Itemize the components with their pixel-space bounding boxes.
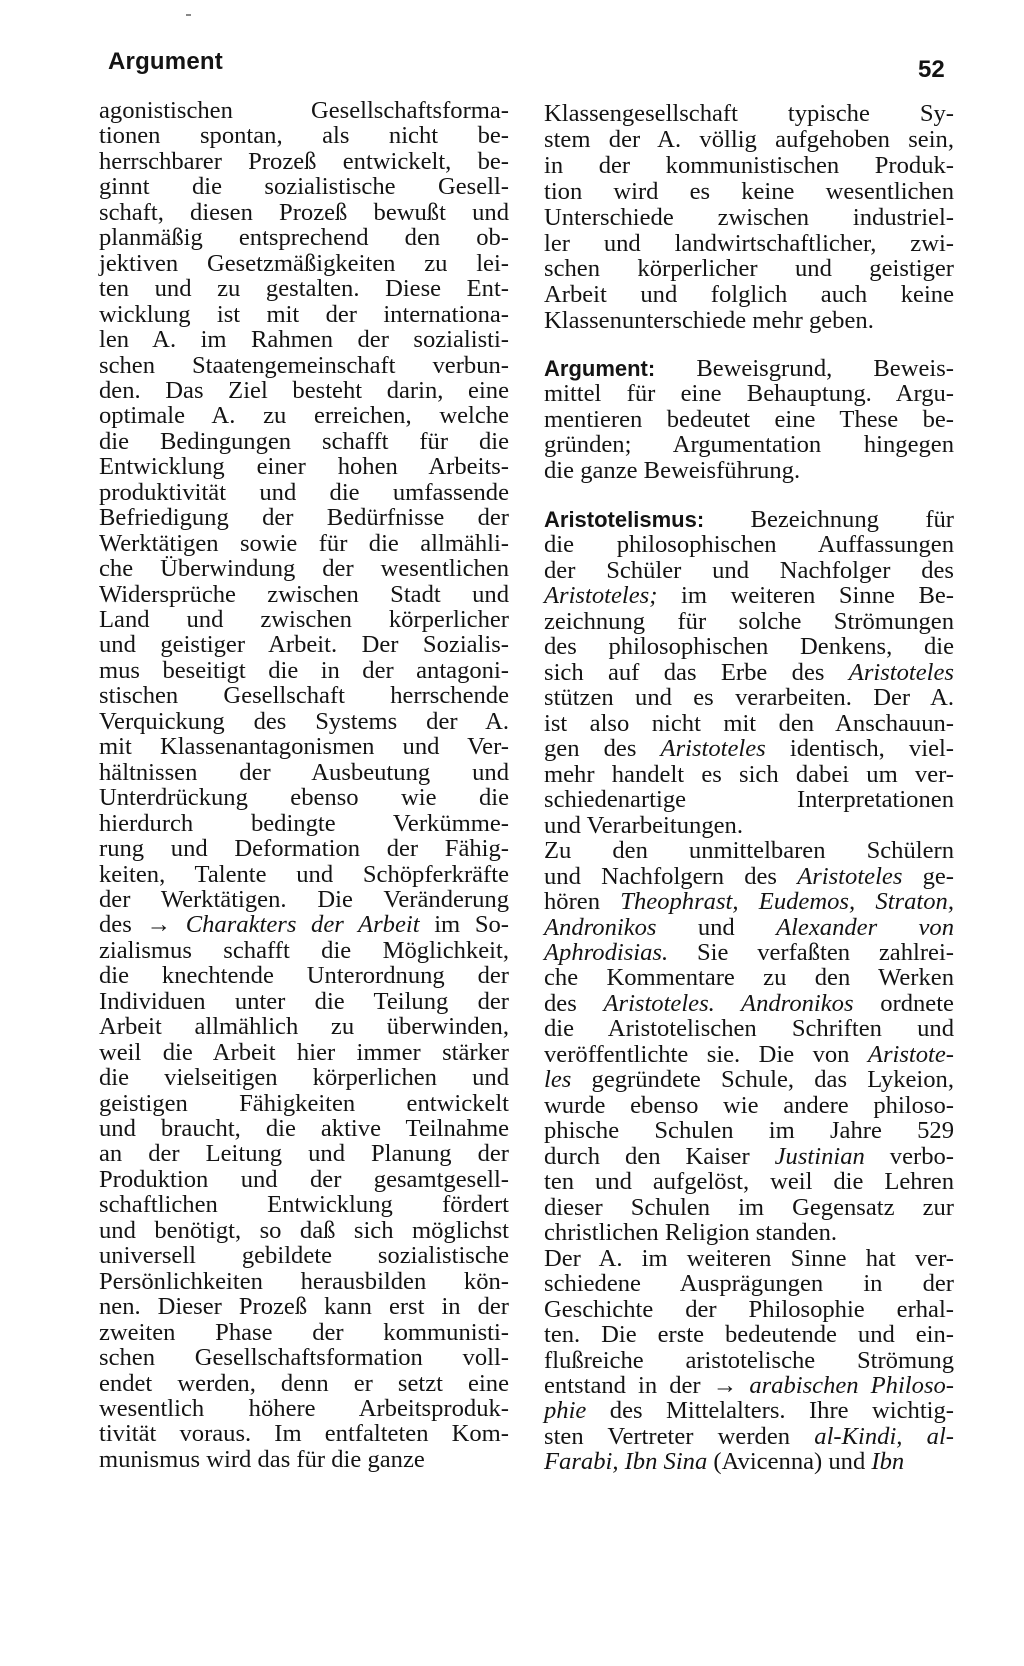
text-line: den. Das Ziel besteht darin, eine [99, 377, 509, 404]
text-span: und [656, 914, 777, 941]
text-span: durch den Kaiser [544, 1143, 775, 1170]
text-line: ginnt die sozialistische Gesell- [99, 173, 509, 200]
text-line: ten und zu gestalten. Diese Ent- [99, 275, 509, 302]
text-line: Produktion und der gesamtgesell- [99, 1166, 509, 1193]
text-line: die vielseitigen körperlichen und [99, 1064, 509, 1091]
text-span: gen des [544, 735, 661, 762]
text-line: schen Staatengemeinschaft verbun- [99, 352, 509, 379]
text-line [544, 1042, 954, 1069]
text-line: Zu den unmittelbaren Schülern [544, 837, 954, 864]
text-line: des philosophischen Denkens, die [544, 633, 954, 660]
text-line: Entwicklung einer hohen Arbeits- [99, 453, 509, 480]
italic-name: Aristoteles [660, 735, 766, 762]
text-line: munismus wird das für die ganze [99, 1446, 425, 1473]
text-line [544, 1144, 954, 1171]
text-line: keiten, Talente und Schöpferkräfte [99, 861, 509, 888]
text-line: zweiten Phase der kommunisti- [99, 1319, 509, 1346]
text-span: (Avicenna) und [707, 1448, 872, 1475]
text-line: die Bedingungen schafft für die [99, 428, 509, 455]
text-line: ler und landwirtschaftlicher, zwi- [544, 230, 954, 257]
italic-name: Andronikos [544, 914, 657, 941]
text-line: und benötigt, so daß sich möglichst [99, 1217, 509, 1244]
text-line: die Aristotelischen Schriften und [544, 1015, 954, 1042]
text-line [99, 912, 509, 939]
text-line: gründen; Argumentation hingegen [544, 431, 954, 458]
text-line [544, 507, 954, 534]
italic-name: Aphrodisias. [544, 939, 669, 966]
text-line: hierdurch bedingte Verkümme- [99, 810, 509, 837]
text-line: wicklung ist mit der internationa- [99, 301, 509, 328]
entry-keyword: Argument: [544, 356, 656, 381]
text-span: Bezeichnung für [704, 506, 954, 533]
italic-name: Alexander von [776, 914, 954, 941]
text-line: und geistiger Arbeit. Der Sozialis- [99, 631, 509, 658]
text-line: Arbeit allmählich zu überwinden, [99, 1013, 509, 1040]
text-span: sich auf das Erbe des [544, 659, 849, 686]
italic-name: al-Kindi, al- [814, 1423, 954, 1450]
text-line: wurde ebenso wie andere philoso- [544, 1092, 954, 1119]
text-span: sten Vertreter werden [544, 1423, 815, 1450]
text-line: nen. Dieser Prozeß kann erst in der [99, 1293, 509, 1320]
text-line: die ganze Beweisführung. [544, 457, 801, 484]
italic-name: Aristote- [867, 1041, 954, 1068]
text-line: in der kommunistischen Produk- [544, 152, 954, 179]
text-line: schen körperlicher und geistiger [544, 255, 954, 282]
text-line: christlichen Religion standen. [544, 1219, 838, 1246]
text-line: planmäßig entsprechend den ob- [99, 224, 509, 251]
text-line [544, 864, 954, 891]
page-number: 52 [918, 56, 945, 83]
text-span: im So- [419, 911, 509, 938]
text-span: im weiteren Sinne Be- [657, 582, 954, 609]
text-line: produktivität und die umfassende [99, 479, 509, 506]
italic-name: Aristoteles. Andronikos [603, 990, 854, 1017]
text-span: des → [99, 911, 186, 938]
text-line: tivität voraus. Im entfalteten Kom- [99, 1420, 509, 1447]
text-line: Klassenunterschiede mehr geben. [544, 307, 874, 334]
italic-name: Farabi, Ibn Sina [544, 1448, 708, 1475]
italic-name: phie [544, 1397, 587, 1424]
text-line: die philosophischen Auffassungen [544, 531, 954, 558]
entry-keyword: Aristotelismus: [544, 507, 705, 532]
text-line: ist also nicht mit den Anschauun- [544, 710, 954, 737]
text-line: und braucht, die aktive Teilnahme [99, 1115, 509, 1142]
text-line: che Kommentare zu den Werken [544, 964, 954, 991]
text-span: und Nachfolgern des [544, 863, 798, 890]
text-line: mit Klassenantagonismen und Ver- [99, 733, 509, 760]
text-line: Klassengesellschaft typische Sy- [544, 100, 954, 127]
text-line: schiedenartige Interpretationen [544, 786, 954, 813]
text-span: gegründete Schule, das Lykeion, [571, 1066, 954, 1093]
text-line [544, 1373, 954, 1400]
text-span: des Mittelalters. Ihre wichtig- [586, 1397, 954, 1424]
text-span: Sie verfaßten zahlrei- [668, 939, 954, 966]
italic-name: Aristoteles [848, 659, 954, 686]
italic-name: Ibn [871, 1448, 905, 1475]
text-span: ordnete [853, 990, 954, 1017]
text-line: schiedene Ausprägungen in der [544, 1270, 954, 1297]
text-line: der Werktätigen. Die Veränderung [99, 886, 509, 913]
text-line: tion wird es keine wesentlichen [544, 178, 954, 205]
text-line [544, 1067, 954, 1094]
text-line [544, 991, 954, 1018]
running-head: Argument [108, 48, 223, 75]
text-line: die knechtende Unterordnung der [99, 962, 509, 989]
text-line: schaft, diesen Prozeß bewußt und [99, 199, 509, 226]
text-line: Unterschiede zwischen industriel- [544, 204, 954, 231]
text-line [544, 940, 954, 967]
text-span: hören [544, 888, 621, 915]
text-line: zialismus schafft die Möglichkeit, [99, 937, 509, 964]
text-line [544, 889, 954, 916]
text-line: Geschichte der Philosophie erhal- [544, 1296, 954, 1323]
text-line: Persönlichkeiten herausbilden kön- [99, 1268, 509, 1295]
text-line: schaftlichen Entwicklung fördert [99, 1191, 509, 1218]
text-line: phische Schulen im Jahre 529 [544, 1117, 954, 1144]
italic-name: les [544, 1066, 572, 1093]
text-span: des [544, 990, 604, 1017]
text-line [544, 583, 954, 610]
text-line: Land und zwischen körperlicher [99, 606, 509, 633]
text-span: entstand in der → [544, 1372, 750, 1399]
italic-name: arabischen Philoso- [749, 1372, 954, 1399]
text-line: geistigen Fähigkeiten entwickelt [99, 1090, 509, 1117]
text-line: stützen und es verarbeiten. Der A. [544, 684, 954, 711]
text-line: che Überwindung der wesentlichen [99, 555, 509, 582]
text-line: Der A. im weiteren Sinne hat ver- [544, 1245, 954, 1272]
text-line: und Verarbeitungen. [544, 812, 743, 839]
text-line: mus beseitigt die in der antagoni- [99, 657, 509, 684]
text-line: mentieren bedeutet eine These be- [544, 406, 954, 433]
print-speck [186, 14, 191, 16]
text-line [544, 660, 954, 687]
text-line [544, 1398, 954, 1425]
text-line: Werktätigen sowie für die allmähli- [99, 530, 509, 557]
text-span: verbo- [864, 1143, 954, 1170]
text-line: flußreiche aristotelische Strömung [544, 1347, 954, 1374]
italic-name: Charakters der Arbeit [185, 911, 420, 938]
text-line: Individuen unter die Teilung der [99, 988, 509, 1015]
text-line: wesentlich höhere Arbeitsproduk- [99, 1395, 509, 1422]
text-line: optimale A. zu erreichen, welche [99, 402, 509, 429]
text-span: ge- [902, 863, 954, 890]
italic-name: Aristoteles; [544, 582, 658, 609]
text-line: jektiven Gesetzmäßigkeiten zu lei- [99, 250, 509, 277]
text-line: Arbeit und folglich auch keine [544, 281, 954, 308]
text-line: endet werden, denn er setzt eine [99, 1370, 509, 1397]
text-line: an der Leitung und Planung der [99, 1140, 509, 1167]
text-line: herrschbarer Prozeß entwickelt, be- [99, 148, 509, 175]
text-line: ten und aufgelöst, weil die Lehren [544, 1168, 954, 1195]
italic-name: Aristoteles [797, 863, 903, 890]
text-line: stem der A. völlig aufgehoben sein, [544, 126, 954, 153]
text-line [544, 736, 954, 763]
text-line: tionen spontan, als nicht be- [99, 122, 509, 149]
text-line: schen Gesellschaftsformation voll- [99, 1344, 509, 1371]
text-line: mittel für eine Behauptung. Argu- [544, 380, 954, 407]
text-line [544, 1424, 954, 1451]
text-line: der Schüler und Nachfolger des [544, 557, 954, 584]
text-line: agonistischen Gesellschaftsforma- [99, 97, 509, 124]
text-line: weil die Arbeit hier immer stärker [99, 1039, 509, 1066]
text-line: Verquickung des Systems der A. [99, 708, 509, 735]
text-line [544, 915, 954, 942]
text-span: veröffentlichte sie. Die von [544, 1041, 868, 1068]
text-line [544, 356, 954, 383]
text-line: hältnissen der Ausbeutung und [99, 759, 509, 786]
text-span: Beweisgrund, Beweis- [655, 355, 954, 382]
text-line: universell gebildete sozialistische [99, 1242, 509, 1269]
text-line: ten. Die erste bedeutende und ein- [544, 1321, 954, 1348]
text-span: identisch, viel- [765, 735, 955, 762]
text-line: zeichnung für solche Strömungen [544, 608, 954, 635]
text-line: Widersprüche zwischen Stadt und [99, 581, 509, 608]
text-line [544, 1449, 954, 1476]
text-line: Befriedigung der Bedürfnisse der [99, 504, 509, 531]
text-line: dieser Schulen im Gegensatz zur [544, 1194, 954, 1221]
text-line: stischen Gesellschaft herrschende [99, 682, 509, 709]
text-line: len A. im Rahmen der sozialisti- [99, 326, 509, 353]
text-line: mehr handelt es sich dabei um ver- [544, 761, 954, 788]
italic-name: Justinian [774, 1143, 865, 1170]
italic-name: Theophrast, Eudemos, Straton, [620, 888, 954, 915]
text-line: rung und Deformation der Fähig- [99, 835, 509, 862]
text-line: Unterdrückung ebenso wie die [99, 784, 509, 811]
